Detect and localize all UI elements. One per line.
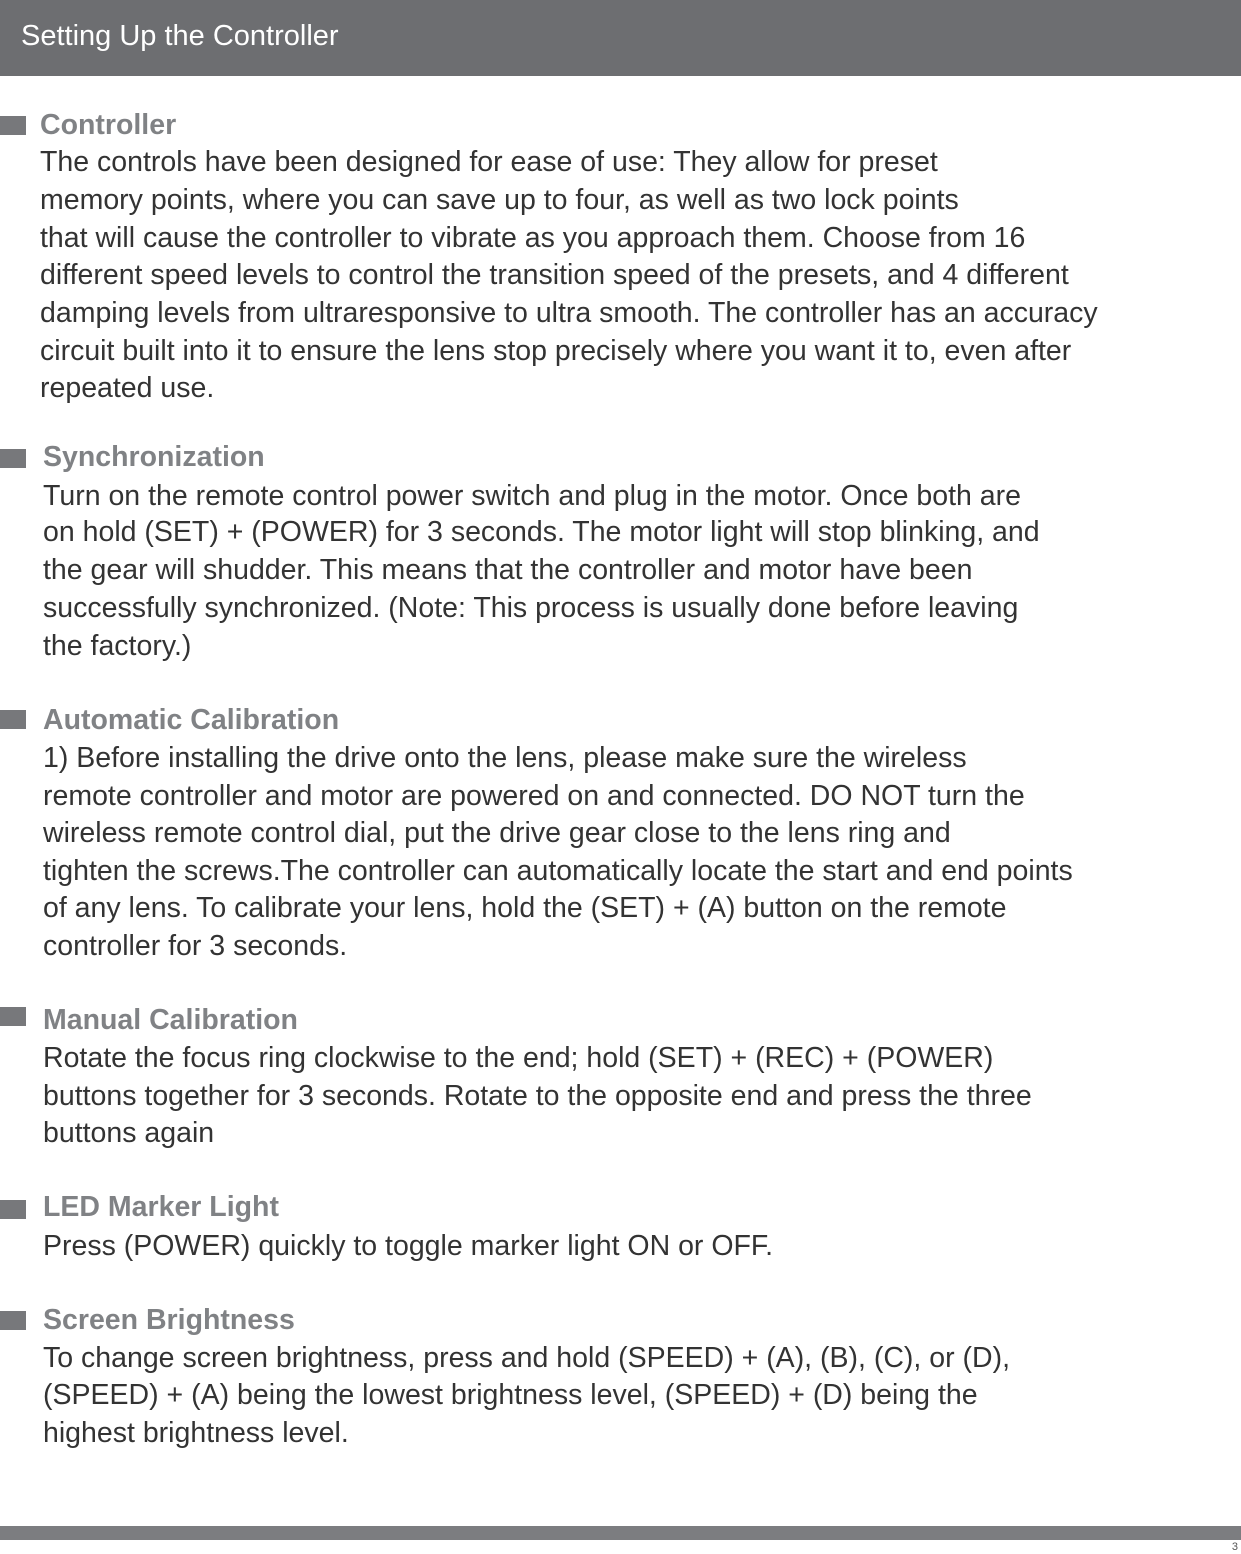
header-bar xyxy=(0,0,1241,76)
section-marker-icon xyxy=(0,710,26,729)
section-text-line: different speed levels to control the transition speed of the presets, and 4 different xyxy=(40,259,1069,291)
page-number: 3 xyxy=(1231,1541,1238,1553)
section-text-line: on hold (SET) + (POWER) for 3 seconds. The motor light will stop blinking, and xyxy=(43,516,1040,548)
section-text-line: the factory.) xyxy=(43,630,192,662)
section-text-line: The controls have been designed for ease of use: They allow for preset xyxy=(40,146,938,178)
page-title: Setting Up the Controller xyxy=(21,20,339,52)
section-text-line: Turn on the remote control power switch and plug in the motor. Once both are xyxy=(43,480,1021,512)
section-text-line: remote controller and motor are powered on and connected. DO NOT turn the xyxy=(43,780,1025,812)
section-text-line: wireless remote control dial, put the drive gear close to the lens ring and xyxy=(43,817,951,849)
section-text-line: highest brightness level. xyxy=(43,1417,349,1449)
section-text-line: repeated use. xyxy=(40,372,215,404)
section-text-line: that will cause the controller to vibrate as you approach them. Choose from 16 xyxy=(40,222,1026,254)
section-marker-icon xyxy=(0,1311,26,1330)
section-text-line: (SPEED) + (A) being the lowest brightness level, (SPEED) + (D) being the xyxy=(43,1379,978,1411)
section-text-line: controller for 3 seconds. xyxy=(43,930,348,962)
section-heading: LED Marker Light xyxy=(43,1191,279,1223)
section-marker-icon xyxy=(0,1007,26,1026)
section-text-line: Rotate the focus ring clockwise to the end; hold (SET) + (REC) + (POWER) xyxy=(43,1042,994,1074)
section-text-line: buttons together for 3 seconds. Rotate to the opposite end and press the three xyxy=(43,1080,1032,1112)
section-text-line: buttons again xyxy=(43,1117,215,1149)
footer-bar xyxy=(0,1526,1241,1540)
section-text-line: To change screen brightness, press and hold (SPEED) + (A), (B), (C), or (D), xyxy=(43,1342,1010,1374)
section-heading: Screen Brightness xyxy=(43,1304,295,1336)
section-heading: Automatic Calibration xyxy=(43,704,340,736)
section-text-line: damping levels from ultraresponsive to ultra smooth. The controller has an accuracy xyxy=(40,297,1098,329)
section-heading: Controller xyxy=(40,109,177,141)
section-marker-icon xyxy=(0,1200,26,1219)
section-text-line: Press (POWER) quickly to toggle marker light ON or OFF. xyxy=(43,1230,774,1262)
section-text-line: successfully synchronized. (Note: This process is usually done before leaving xyxy=(43,592,1019,624)
section-marker-icon xyxy=(0,449,26,468)
section-text-line: tighten the screws.The controller can automatically locate the start and end points xyxy=(43,855,1073,887)
section-marker-icon xyxy=(0,116,26,135)
section-text-line: memory points, where you can save up to four, as well as two lock points xyxy=(40,184,959,216)
section-heading: Manual Calibration xyxy=(43,1004,298,1036)
section-text-line: 1) Before installing the drive onto the lens, please make sure the wireless xyxy=(43,742,967,774)
section-text-line: circuit built into it to ensure the lens stop precisely where you want it to, even after xyxy=(40,335,1072,367)
section-text-line: the gear will shudder. This means that the controller and motor have been xyxy=(43,554,973,586)
section-text-line: of any lens. To calibrate your lens, hold the (SET) + (A) button on the remote xyxy=(43,892,1007,924)
section-heading: Synchronization xyxy=(43,441,265,473)
